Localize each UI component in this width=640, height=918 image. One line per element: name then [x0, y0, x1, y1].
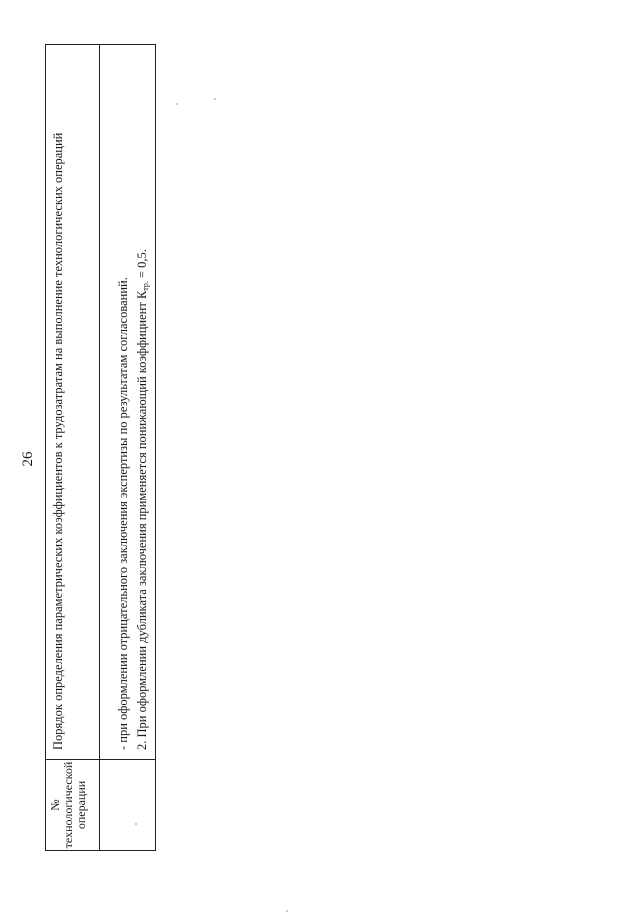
coefficient-value: = 0,5. [135, 249, 149, 282]
table-row [100, 45, 156, 851]
scan-speck [214, 98, 216, 100]
row-line-1: - при оформлении отрицательного заключения экспертизы по результатам согласований. [116, 277, 130, 750]
row-coefficient-text [100, 45, 156, 760]
table-header-row [46, 45, 100, 851]
header-coefficient-order: Порядок определения параметрических коэффициентов к трудозатратам на выполнение технологических операций [46, 45, 100, 760]
page-number: 26 [20, 451, 36, 467]
header-num-line-3: операции [74, 780, 88, 830]
header-num-line-1: № [48, 799, 62, 811]
coefficient-subscript: тр. [141, 281, 150, 291]
row-line-2 [133, 45, 155, 750]
header-operation-number [46, 760, 100, 851]
row-line-2-text: 2. При оформлении дубликата заключения применяется понижающий коэффициент К [135, 290, 149, 750]
operations-table [45, 44, 156, 851]
header-num-line-2: технологической [61, 761, 75, 849]
scan-speck [176, 103, 178, 105]
row-operation-number [100, 760, 156, 851]
scan-speck [135, 823, 137, 825]
scan-speck [286, 910, 288, 912]
